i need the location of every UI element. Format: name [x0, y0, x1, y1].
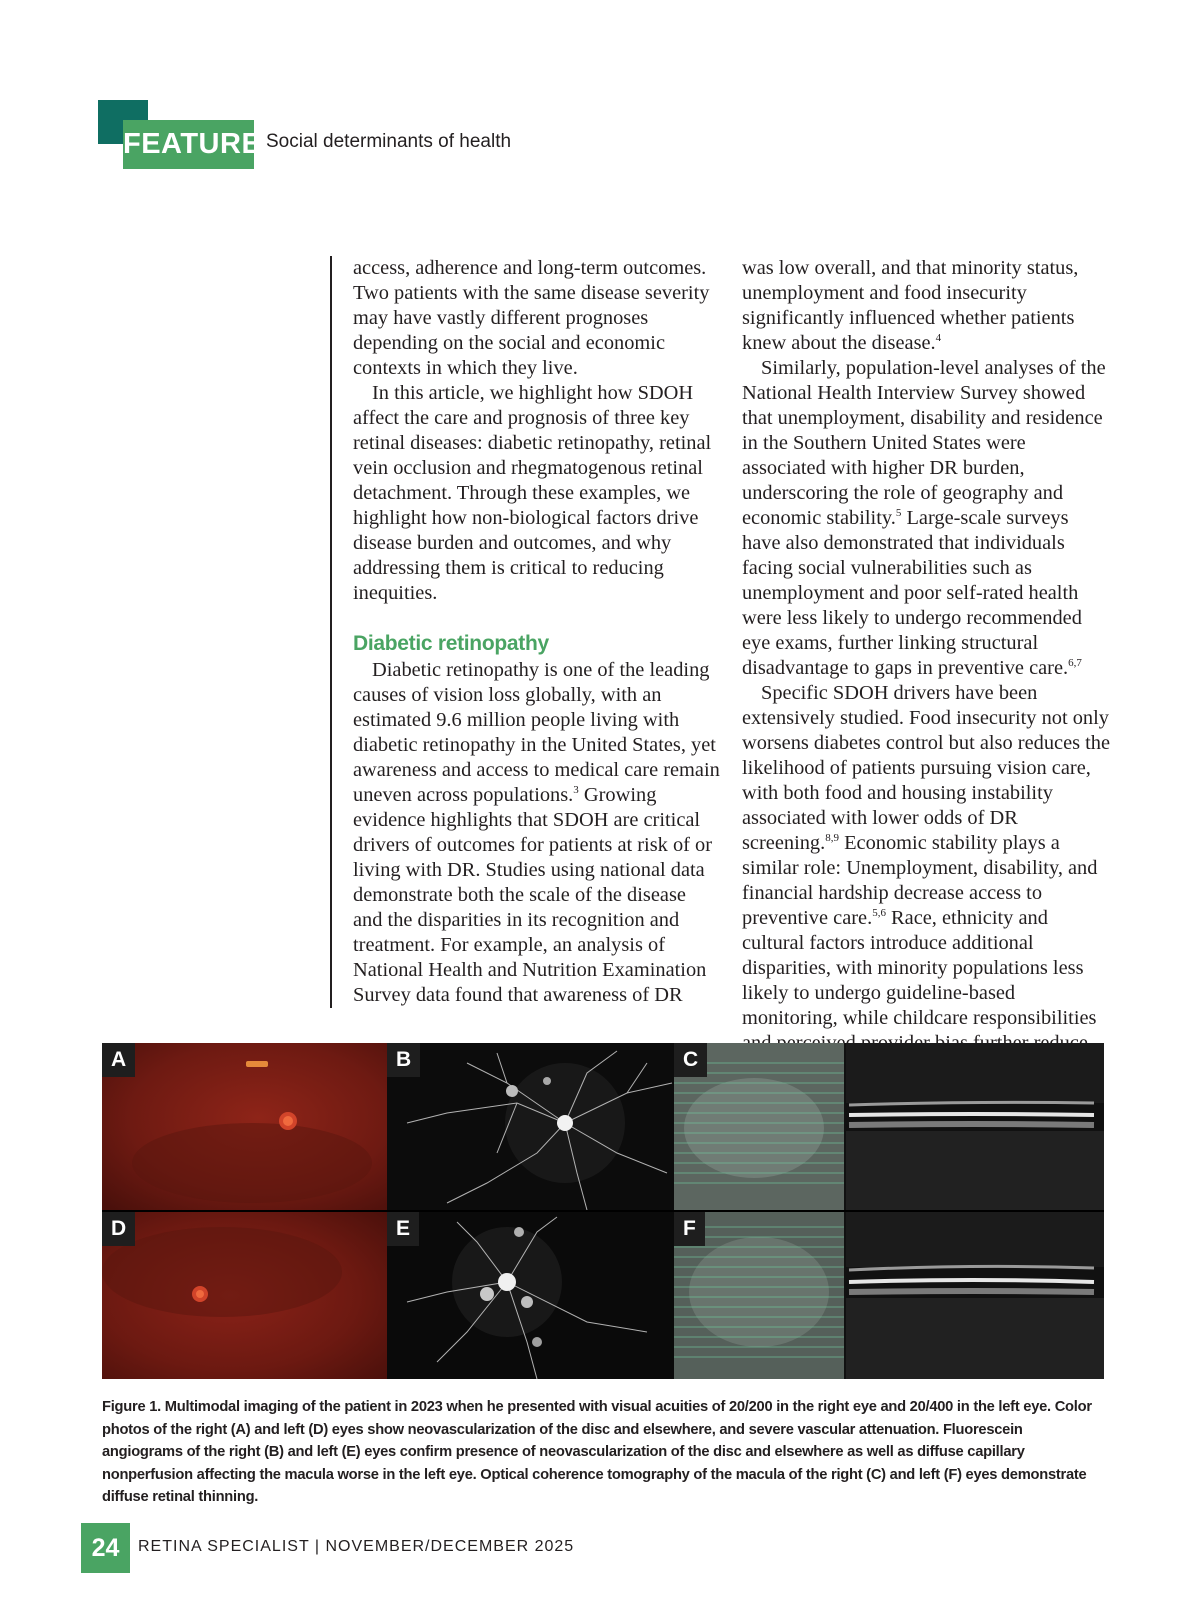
paragraph-text: Economic stability plays a similar role: Unemployment, disability, and financial hardship decrease access to preventive care.: [742, 832, 1098, 929]
section-topic: Social determinants of health: [266, 131, 512, 152]
panel-d-color-photo: [102, 1212, 387, 1379]
reference-marker: 3: [573, 784, 579, 797]
panel-e-fluorescein-angiogram: [387, 1212, 674, 1379]
reference-marker: 6,7: [1068, 657, 1082, 670]
paragraph-text: Race, ethnicity and cultural factors introduce additional disparities, with minority populations less likely to undergo guideline-based monitoring, while childcare responsibilities: [742, 907, 1097, 1029]
color-fundus-image: [102, 1212, 387, 1379]
panel-label: F: [674, 1212, 705, 1246]
reference-marker: 5,6: [872, 907, 886, 920]
figure-caption: Figure 1. Multimodal imaging of the patient in 2023 when he presented with visual acuities of 20/200 in the right eye and 20/400 in the left eye. Color photos of the right (A) and left (D) eyes show neovascularization of the disc and elsewhere, and severe vascular attenuation. Fluorescein angiograms of the right (B) and left (E) eyes confirm presence of neovascularization of the disc and elsewhere as well as diffuse capillary nonperfusion affecting the macula worse in the left eye. Optical coherence tomography of the macula of the right (C) and left (F) eyes demonstrate diffuse retinal thinning.: [102, 1399, 1092, 1505]
section-label: FEATURE: [123, 120, 254, 169]
figure-1: [102, 1043, 1104, 1379]
angiogram-image: [387, 1212, 674, 1379]
panel-b-fluorescein-angiogram: [387, 1043, 674, 1210]
paragraph: [742, 256, 1112, 356]
paragraph-text: Specific SDOH drivers have been extensively studied. Food insecurity not only worsens diabetes control but also reduces the likelihood of patients pursuing vision care, with both food and housing instability associated with lower odds of DR screening.: [742, 682, 1111, 854]
color-fundus-image: [102, 1043, 387, 1210]
column-rule: [330, 256, 332, 1008]
article-column-1: [353, 256, 720, 1008]
oct-image: [674, 1043, 1104, 1210]
panel-label: B: [387, 1043, 420, 1077]
paragraph-text: was low overall, and that minority status, unemployment and food insecurity significantly influenced whether patients knew about the disease.: [742, 257, 1079, 354]
panel-label: E: [387, 1212, 419, 1246]
paragraph: In this article, we highlight how SDOH affect the care and prognosis of three key retinal diseases: diabetic retinopathy, retinal vein occlusion and rhegmatogenous retinal detachment. Through these examples, we highlight how non-biological factors drive disease burden and outcomes, and why addressing them is critical to reducing inequities.: [353, 382, 712, 604]
reference-marker: 4: [935, 332, 942, 345]
article-column-2: [742, 256, 1112, 1056]
panel-label: C: [674, 1043, 707, 1077]
panel-label: D: [102, 1212, 135, 1246]
panel-c-oct: [674, 1043, 1104, 1210]
panel-label: A: [102, 1043, 135, 1077]
paragraph: [742, 356, 1112, 681]
paragraph-text: Diabetic retinopathy is one of the leading causes of vision loss globally, with an estimated 9.6 million people living with diabetic retinopathy in the United States, yet awareness and access to medical care remain uneven across populations.: [353, 659, 720, 806]
paragraph: [353, 658, 720, 1008]
angiogram-image: [387, 1043, 674, 1210]
oct-image: [674, 1212, 1104, 1379]
paragraph-text: Growing evidence highlights that SDOH are critical drivers of outcomes for patients at risk of or living with DR. Studies using national data demonstrate both the scale of the disease and the disparities in its recognition and treatment. For example, an analysis of National Health and Nutrition Examination Survey data found that awareness of DR: [353, 784, 713, 1006]
panel-f-oct: [674, 1212, 1104, 1379]
paragraph: access, adherence and long-term outcomes. Two patients with the same disease severity may have vastly different prognoses depending on the social and economic contexts in which they live.: [353, 257, 710, 379]
reference-marker: 5: [895, 507, 902, 520]
section-heading: Diabetic retinopathy: [353, 632, 549, 655]
publication-line: RETINA SPECIALIST | NOVEMBER/DECEMBER 2025: [138, 1538, 575, 1555]
panel-a-color-photo: [102, 1043, 387, 1210]
paragraph-text: Large-scale surveys have also demonstrated that individuals facing social vulnerabilities such as unemployment and poor self-rated health were less likely to undergo recommended eye exams, further linking structural disadvantage to gaps in preventive care.: [742, 507, 1082, 679]
page-number: 24: [81, 1523, 130, 1573]
paragraph: [742, 681, 1112, 1056]
paragraph-text: Similarly, population-level analyses of the National Health Interview Survey showed that unemployment, disability and residence in the Southern United States were associated with higher DR burden, underscoring the role of geography and economic stability.: [742, 357, 1106, 529]
reference-marker: 8,9: [825, 832, 839, 845]
